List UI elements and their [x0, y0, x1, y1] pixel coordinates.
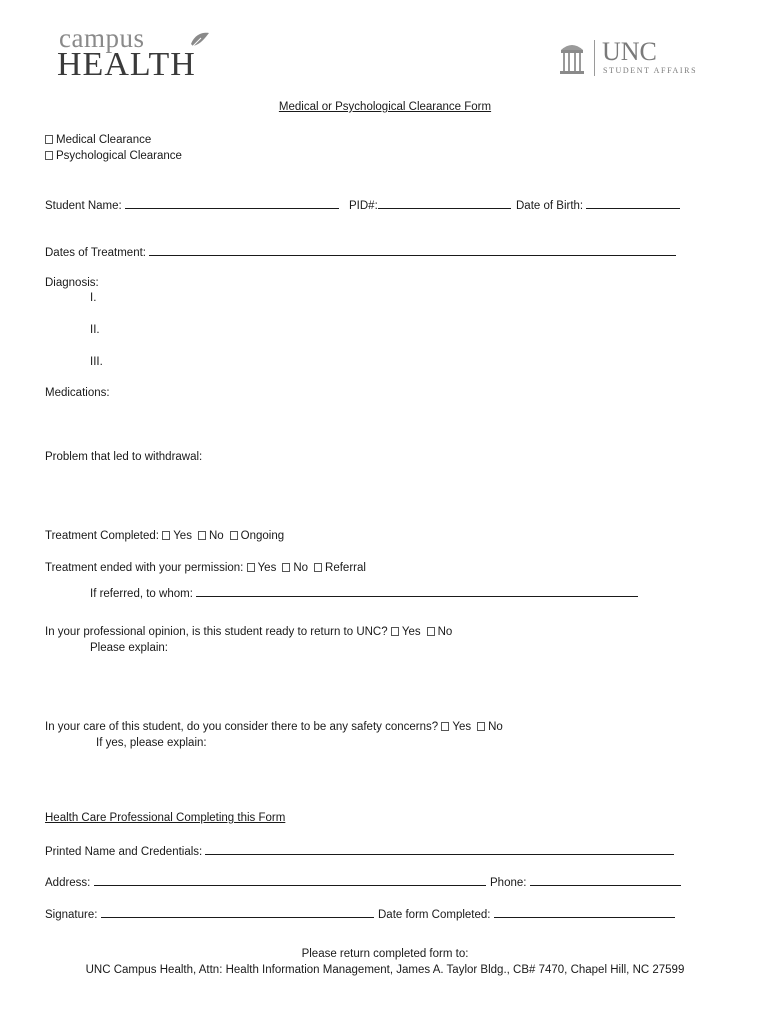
- unc-text: UNC: [602, 37, 657, 66]
- option-label: No: [437, 626, 453, 638]
- printed-name-label: Printed Name and Credentials:: [45, 846, 203, 858]
- pid-field[interactable]: [378, 197, 511, 209]
- treatment-ended-no[interactable]: [282, 561, 308, 575]
- hcp-heading: Health Care Professional Completing this Form: [45, 812, 286, 824]
- option-label: No: [293, 562, 309, 574]
- unc-student-affairs-logo: [558, 37, 708, 80]
- phone-field[interactable]: [530, 874, 681, 886]
- address-label: Address:: [45, 877, 91, 889]
- option-label: No: [208, 530, 224, 542]
- pid-label: PID#:: [349, 200, 378, 212]
- option-label: Referral: [325, 562, 366, 574]
- signature-row: [45, 906, 374, 922]
- ready-label: In your professional opinion, is this student ready to return to UNC?: [45, 626, 388, 638]
- dates-treatment-field[interactable]: [149, 244, 676, 256]
- student-name-label: Student Name:: [45, 200, 122, 212]
- safety-label: In your care of this student, do you consider there to be any safety concerns?: [45, 721, 439, 733]
- problem-label: Problem that led to withdrawal:: [45, 451, 203, 463]
- checkbox[interactable]: [477, 722, 485, 731]
- please-explain-label: Please explain:: [90, 642, 168, 654]
- option-label: Yes: [257, 562, 277, 574]
- option-label: Yes: [401, 626, 421, 638]
- checkbox[interactable]: [162, 531, 170, 540]
- checkbox[interactable]: [391, 627, 399, 636]
- treatment-completed-row: [45, 529, 290, 543]
- checkbox[interactable]: [198, 531, 206, 540]
- ready-yes[interactable]: [391, 625, 421, 639]
- logo-divider: [594, 40, 595, 76]
- student-affairs-text: STUDENT AFFAIRS: [603, 66, 698, 75]
- diagnosis-item-1: I.: [90, 292, 97, 304]
- treatment-ended-yes[interactable]: [247, 561, 277, 575]
- treatment-completed-yes[interactable]: [162, 529, 192, 543]
- checkbox[interactable]: [282, 563, 290, 572]
- signature-label: Signature:: [45, 909, 98, 921]
- date-completed-field[interactable]: [494, 906, 675, 918]
- ready-row: [45, 625, 458, 639]
- treatment-ended-referral[interactable]: [314, 561, 366, 575]
- referred-label: If referred, to whom:: [90, 588, 193, 600]
- option-label: Yes: [173, 530, 192, 542]
- student-name-field[interactable]: [125, 197, 339, 209]
- dob-row: [516, 197, 680, 213]
- dates-treatment-row: [45, 244, 676, 260]
- psychological-clearance-label: Psychological Clearance: [56, 150, 182, 162]
- if-yes-explain-label: If yes, please explain:: [96, 737, 207, 749]
- logo-health-text: HEALTH: [57, 46, 196, 83]
- treatment-completed-label: Treatment Completed:: [45, 530, 159, 542]
- treatment-completed-no[interactable]: [198, 529, 224, 543]
- referred-row: [90, 585, 638, 601]
- diagnosis-label: Diagnosis:: [45, 277, 99, 289]
- form-title: Medical or Psychological Clearance Form: [278, 101, 492, 113]
- return-line-1: Please return completed form to:: [301, 948, 469, 960]
- psychological-clearance-option[interactable]: [45, 149, 182, 163]
- treatment-completed-ongoing[interactable]: [230, 529, 284, 543]
- printed-name-field[interactable]: [205, 843, 674, 855]
- date-completed-label: Date form Completed:: [378, 909, 491, 921]
- address-field[interactable]: [94, 874, 486, 886]
- old-well-icon: [558, 40, 586, 76]
- return-line-2: UNC Campus Health, Attn: Health Information Management, James A. Taylor Bldg., CB# 7470, Chapel Hill, NC 27599: [85, 964, 685, 976]
- option-label: Yes: [452, 721, 472, 733]
- logo-campus-text: campus: [59, 23, 145, 53]
- campus-health-logo: [57, 23, 217, 83]
- address-row: [45, 874, 486, 890]
- treatment-ended-row: [45, 561, 372, 575]
- diagnosis-item-3: III.: [90, 356, 103, 368]
- safety-yes[interactable]: [441, 720, 471, 734]
- psychological-clearance-checkbox[interactable]: [45, 151, 53, 160]
- ready-no[interactable]: [427, 625, 453, 639]
- signature-field[interactable]: [101, 906, 374, 918]
- printed-name-row: [45, 843, 674, 859]
- medications-label: Medications:: [45, 387, 110, 399]
- dob-field[interactable]: [586, 197, 680, 209]
- safety-row: [45, 720, 509, 734]
- date-completed-row: [378, 906, 675, 922]
- safety-no[interactable]: [477, 720, 503, 734]
- option-label: No: [488, 721, 503, 733]
- phone-row: [490, 874, 681, 890]
- medical-clearance-option[interactable]: [45, 133, 151, 147]
- medical-clearance-checkbox[interactable]: [45, 135, 53, 144]
- student-name-row: [45, 197, 339, 213]
- treatment-ended-label: Treatment ended with your permission:: [45, 562, 244, 574]
- dob-label: Date of Birth:: [516, 200, 584, 212]
- checkbox[interactable]: [441, 722, 449, 731]
- medical-clearance-label: Medical Clearance: [56, 134, 152, 146]
- checkbox[interactable]: [427, 627, 435, 636]
- checkbox[interactable]: [230, 531, 238, 540]
- phone-label: Phone:: [490, 877, 527, 889]
- pid-row: [349, 197, 511, 213]
- checkbox[interactable]: [314, 563, 322, 572]
- checkbox[interactable]: [247, 563, 255, 572]
- diagnosis-item-2: II.: [90, 324, 100, 336]
- dates-treatment-label: Dates of Treatment:: [45, 247, 146, 259]
- referred-field[interactable]: [196, 585, 638, 597]
- option-label: Ongoing: [240, 530, 285, 542]
